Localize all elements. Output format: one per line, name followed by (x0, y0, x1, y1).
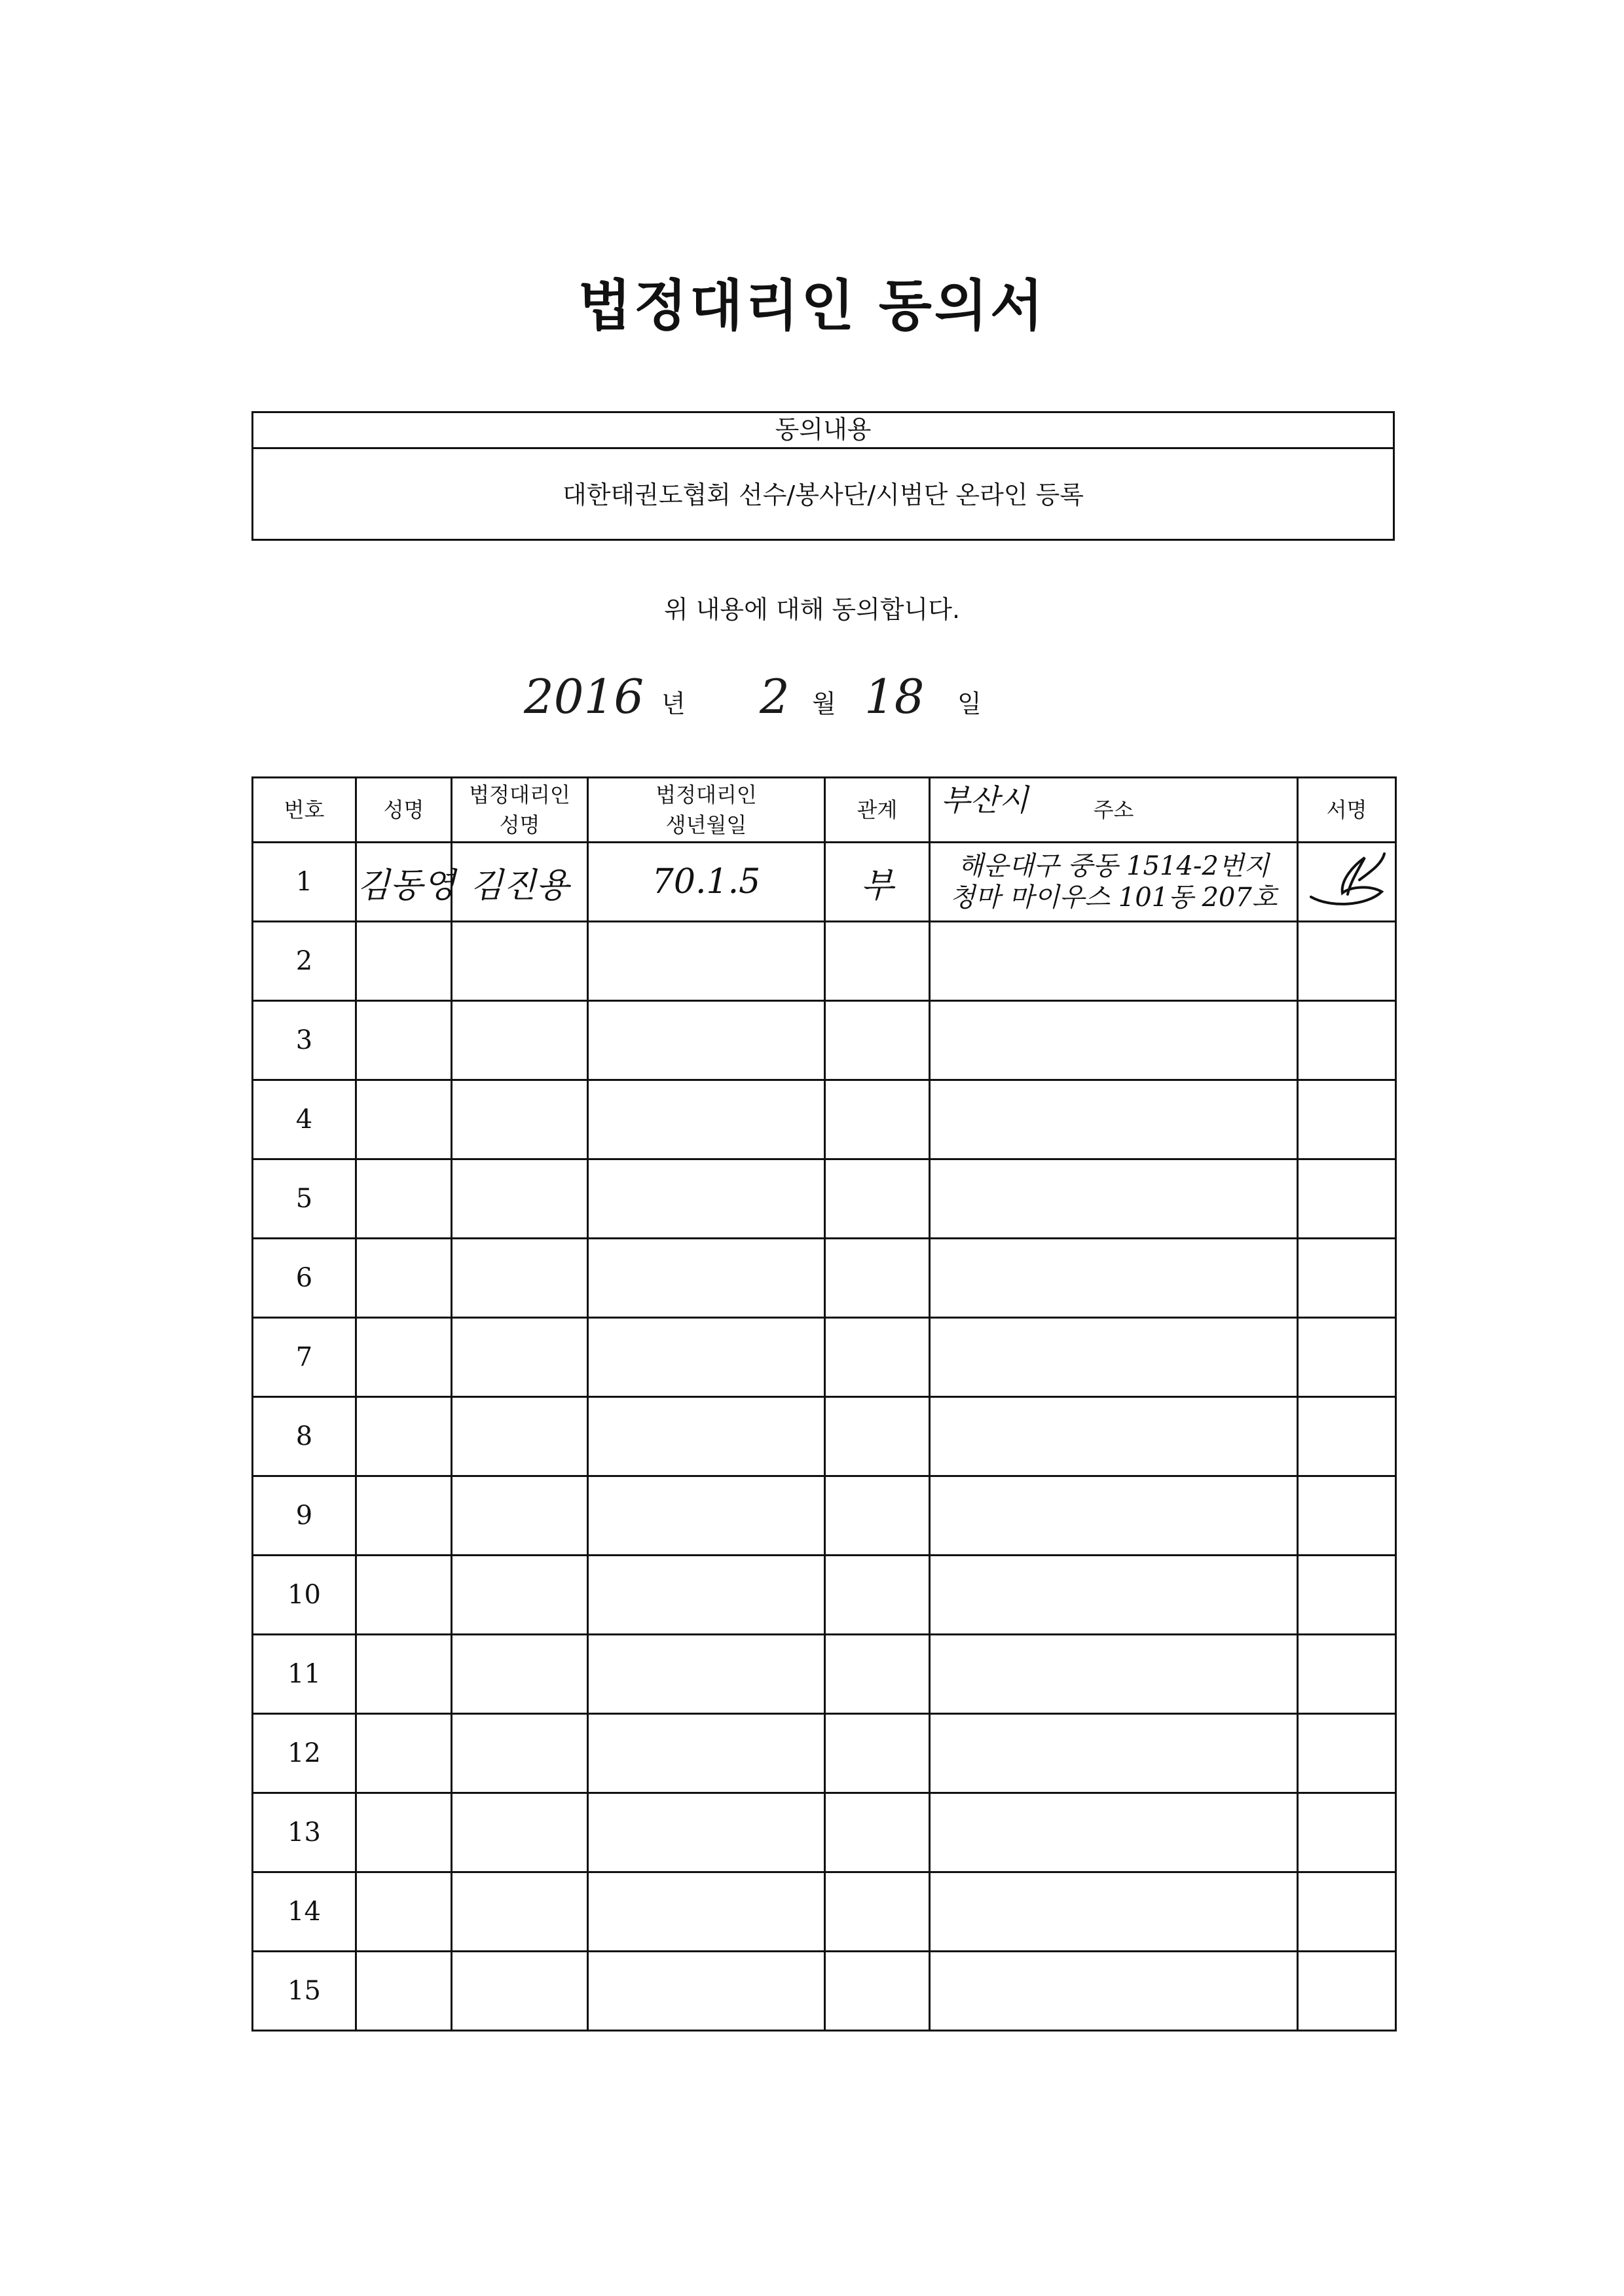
cell-guardian-name (452, 1872, 588, 1952)
table-row (253, 1952, 1396, 2031)
cell-address (930, 1635, 1298, 1714)
date-day-handwritten: 18 (864, 669, 925, 724)
address-city-handwritten: 부산시 (941, 782, 1029, 818)
table-row (253, 1714, 1396, 1793)
cell-no (253, 1635, 356, 1714)
cell-guardian-name (452, 1714, 588, 1793)
cell-address (930, 1239, 1298, 1318)
cell-guardian-birth (588, 922, 825, 1001)
cell-signature (1298, 1159, 1396, 1239)
cell-guardian-birth (588, 1714, 825, 1793)
cell-relation (825, 1239, 930, 1318)
cell-address (930, 1872, 1298, 1952)
cell-guardian-name (452, 1556, 588, 1635)
cell-guardian-birth (588, 1476, 825, 1556)
header-guardian-birth-line2: 생년월일 (665, 812, 747, 837)
cell-signature (1298, 843, 1396, 922)
table-row (253, 1080, 1396, 1159)
cell-no (253, 1793, 356, 1872)
header-relation: 관계 (825, 778, 930, 843)
cell-relation-value: 부 (860, 866, 894, 905)
table-row (253, 1556, 1396, 1635)
cell-signature (1298, 1001, 1396, 1080)
cell-guardian-birth (588, 1635, 825, 1714)
cell-no (253, 1001, 356, 1080)
cell-guardian-birth (588, 1080, 825, 1159)
cell-name (356, 843, 456, 922)
cell-name (356, 1080, 452, 1159)
cell-address (930, 1159, 1298, 1239)
cell-guardian-name (452, 1159, 588, 1239)
cell-name (356, 1714, 452, 1793)
cell-signature (1298, 1476, 1396, 1556)
date-row (517, 669, 1107, 728)
date-month-handwritten: 2 (760, 669, 790, 724)
cell-relation (825, 1635, 930, 1714)
cell-no-value: 6 (295, 1263, 313, 1293)
cell-address (930, 922, 1298, 1001)
cell-signature (1298, 1872, 1396, 1952)
cell-address (930, 1476, 1298, 1556)
cell-guardian-name (452, 1239, 588, 1318)
cell-address (930, 1952, 1298, 2031)
cell-guardian-name (452, 1080, 588, 1159)
consent-header: 동의내용 (253, 413, 1393, 449)
cell-no-value: 14 (287, 1897, 321, 1927)
cell-relation (825, 1318, 930, 1397)
cell-no (253, 1159, 356, 1239)
header-guardian-name-line1: 법정대리인 (469, 782, 570, 807)
date-month-label: 월 (812, 689, 836, 718)
table-row (253, 1239, 1396, 1318)
consent-box (251, 411, 1395, 541)
cell-no-value: 13 (287, 1817, 321, 1848)
cell-guardian-birth (588, 1556, 825, 1635)
table-row (253, 1872, 1396, 1952)
cell-guardian-birth (588, 843, 825, 922)
cell-relation (825, 1080, 930, 1159)
cell-no-value: 15 (287, 1976, 321, 2006)
header-signature: 서명 (1298, 778, 1396, 843)
cell-signature (1298, 1397, 1396, 1476)
cell-guardian-name (452, 1793, 588, 1872)
cell-no (253, 1952, 356, 2031)
cell-no-value: 3 (295, 1025, 313, 1055)
table-row (253, 1476, 1396, 1556)
cell-name (356, 1397, 452, 1476)
cell-no (253, 843, 356, 922)
cell-relation (825, 1556, 930, 1635)
cell-no (253, 1872, 356, 1952)
cell-signature (1298, 1714, 1396, 1793)
cell-relation (825, 922, 930, 1001)
cell-relation (825, 1872, 930, 1952)
address-address-line2: 청마 마이우스 101동 207호 (950, 883, 1278, 913)
cell-guardian-name (452, 1476, 588, 1556)
cell-relation (825, 1714, 930, 1793)
cell-guardian-name (452, 1952, 588, 2031)
cell-name (356, 1476, 452, 1556)
document-title: 법정대리인 동의서 (578, 273, 1046, 338)
cell-no-value: 2 (295, 946, 313, 976)
cell-guardian-birth (588, 1159, 825, 1239)
cell-address (930, 1793, 1298, 1872)
header-no: 번호 (253, 778, 356, 843)
cell-name (356, 1001, 452, 1080)
cell-no-value: 1 (295, 867, 313, 897)
header-name: 성명 (356, 778, 452, 843)
cell-no (253, 1556, 356, 1635)
cell-guardian-birth (588, 1872, 825, 1952)
cell-name (356, 1952, 452, 2031)
cell-address (930, 1080, 1298, 1159)
cell-address (930, 1714, 1298, 1793)
cell-no (253, 1476, 356, 1556)
cell-relation (825, 1793, 930, 1872)
cell-no (253, 1397, 356, 1476)
cell-name (356, 1239, 452, 1318)
date-year-handwritten: 2016 (524, 669, 644, 724)
cell-address (930, 1318, 1298, 1397)
cell-signature (1298, 1080, 1396, 1159)
date-day-label: 일 (957, 689, 982, 718)
cell-name (356, 1556, 452, 1635)
header-guardian-birth (588, 778, 825, 843)
cell-no-value: 7 (295, 1342, 313, 1372)
header-guardian-name (452, 778, 588, 843)
cell-name (356, 922, 452, 1001)
cell-guardian-birth (588, 1001, 825, 1080)
cell-signature (1298, 1793, 1396, 1872)
header-address-label: 주소 (1093, 797, 1134, 822)
cell-name (356, 1159, 452, 1239)
consent-body: 대한태권도협회 선수/봉사단/시범단 온라인 등록 (562, 481, 1084, 509)
cell-guardian-name (452, 1001, 588, 1080)
date-year-label: 년 (661, 689, 686, 718)
table-row (253, 1397, 1396, 1476)
cell-signature (1298, 1556, 1396, 1635)
header-address (930, 778, 1298, 843)
cell-signature (1298, 1318, 1396, 1397)
cell-no-value: 12 (287, 1738, 321, 1768)
cell-relation (825, 1476, 930, 1556)
cell-signature (1298, 1952, 1396, 2031)
cell-no-value: 4 (295, 1104, 313, 1135)
table-header-row (253, 778, 1396, 843)
header-guardian-birth-line1: 법정대리인 (655, 782, 757, 807)
cell-guardian-name (452, 1397, 588, 1476)
cell-address (930, 843, 1298, 922)
cell-relation (825, 1397, 930, 1476)
cell-signature (1298, 1239, 1396, 1318)
cell-no-value: 8 (295, 1421, 313, 1451)
cell-guardian-name (452, 922, 588, 1001)
signature-mark (1304, 846, 1390, 911)
cell-no (253, 1714, 356, 1793)
header-guardian-name-line2: 성명 (499, 812, 540, 837)
cell-relation (825, 1159, 930, 1239)
cell-name (356, 1872, 452, 1952)
cell-signature (1298, 1635, 1396, 1714)
cell-no-value: 10 (287, 1580, 321, 1610)
cell-guardian-name (452, 1318, 588, 1397)
cell-no-value: 9 (295, 1501, 313, 1531)
cell-address (930, 1001, 1298, 1080)
table-row (253, 1318, 1396, 1397)
cell-guardian-birth (588, 1318, 825, 1397)
cell-no (253, 1239, 356, 1318)
cell-guardian-name-value: 김진용 (470, 866, 569, 905)
guardian-table (251, 776, 1397, 2032)
cell-guardian-birth (588, 1952, 825, 2031)
cell-relation (825, 843, 930, 922)
table-row (253, 1159, 1396, 1239)
cell-name (356, 1318, 452, 1397)
table-row (253, 843, 1396, 922)
cell-address (930, 1397, 1298, 1476)
table-row (253, 1001, 1396, 1080)
agree-statement: 위 내용에 대해 동의합니다. (663, 595, 961, 624)
cell-guardian-name (452, 1635, 588, 1714)
address-address-line1: 해운대구 중동 1514-2번지 (957, 851, 1270, 881)
cell-no (253, 1318, 356, 1397)
cell-name-value: 김동영 (357, 866, 456, 905)
cell-address (930, 1556, 1298, 1635)
table-row (253, 922, 1396, 1001)
cell-no-value: 5 (295, 1184, 313, 1214)
table-row (253, 1793, 1396, 1872)
cell-no-value: 11 (287, 1659, 321, 1689)
cell-relation (825, 1952, 930, 2031)
cell-guardian-birth (588, 1397, 825, 1476)
cell-name (356, 1793, 452, 1872)
cell-no (253, 1080, 356, 1159)
cell-guardian-name (452, 843, 588, 922)
cell-signature (1298, 922, 1396, 1001)
cell-guardian-birth (588, 1793, 825, 1872)
cell-guardian-birth-value: 70.1.5 (652, 862, 761, 902)
cell-name (356, 1635, 452, 1714)
cell-no (253, 922, 356, 1001)
cell-relation (825, 1001, 930, 1080)
table-row (253, 1635, 1396, 1714)
cell-guardian-birth (588, 1239, 825, 1318)
